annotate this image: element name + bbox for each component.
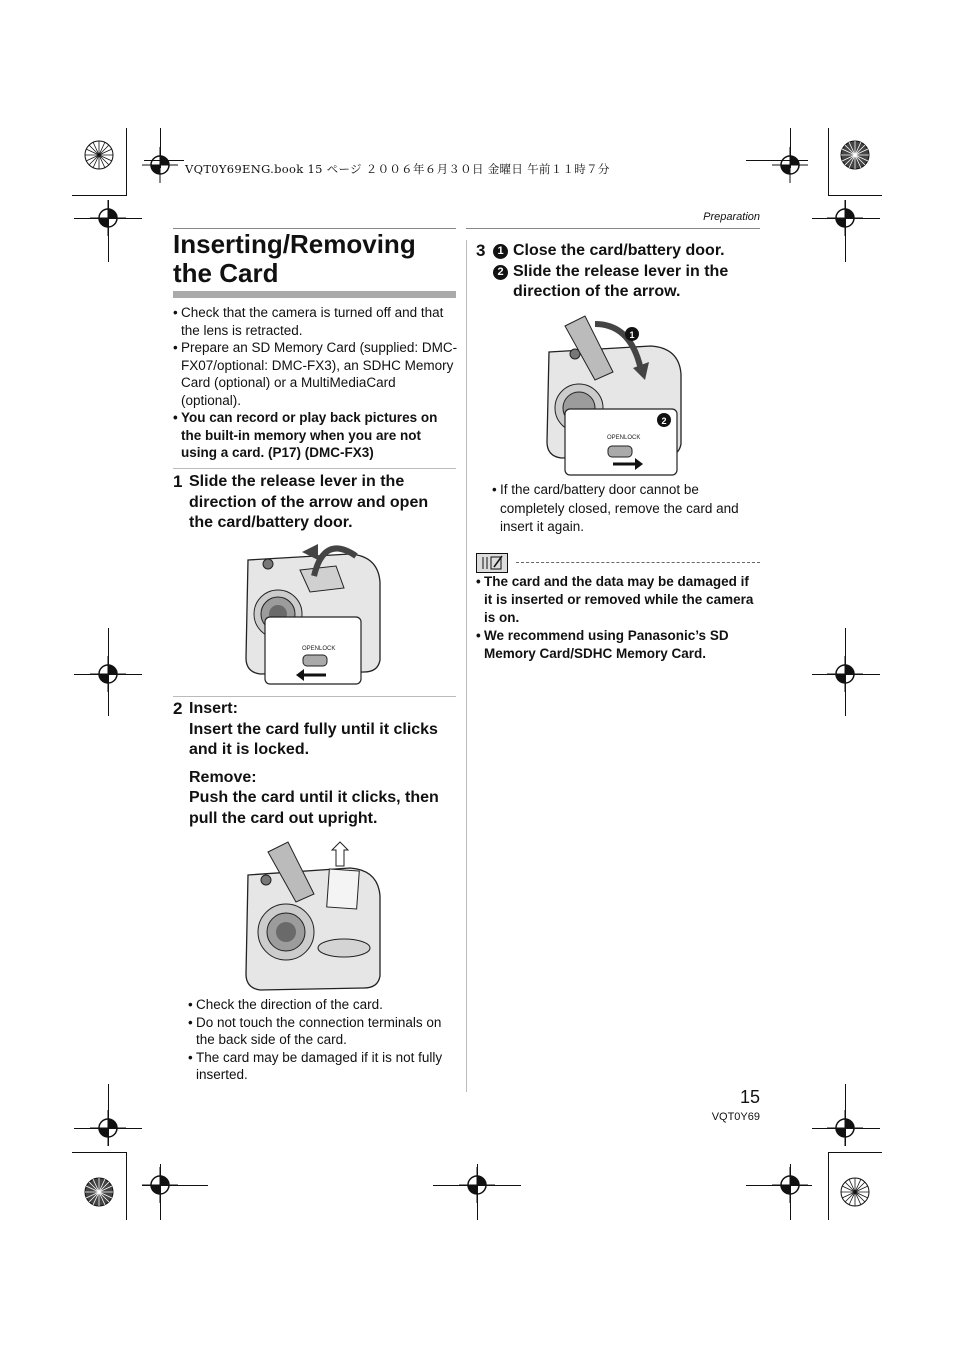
list-item: • Do not touch the connection terminals on the back side of the card. (188, 1014, 453, 1049)
print-slug: VQT0Y69ENG.book 15 ページ ２００６年６月３０日 金曜日 午前１１時７分 (185, 162, 610, 176)
lever-lock-label: LOCK (624, 435, 641, 441)
memo-items (476, 573, 760, 663)
registration-target (90, 1110, 126, 1146)
divider (173, 696, 456, 697)
memo-icon (476, 553, 508, 573)
camera-insert-card-illustration (240, 840, 385, 992)
registration-target (772, 1167, 808, 1203)
remove-text: Push the card until it clicks, then pull the card out upright. (189, 789, 439, 827)
title-underline (173, 291, 456, 298)
list-item: • Prepare an SD Memory Card (supplied: DMC-FX07/optional: DMC-FX3), an SDHC Memory Card (optional) or a MultiMediaCard (optional). (173, 339, 458, 409)
marker-2-icon: 2 (661, 416, 667, 426)
step-3-notes (492, 481, 760, 537)
divider (173, 468, 456, 469)
lever-lock-label: LOCK (319, 646, 336, 652)
insert-text: Insert the card fully until it clicks and it is locked. (189, 720, 438, 758)
step-number: 3 (476, 241, 486, 260)
divider (466, 228, 760, 229)
step-number: 2 (173, 699, 183, 718)
registration-target (142, 1167, 178, 1203)
list-item: • If the card/battery door cannot be completely closed, remove the card and insert it again. (492, 481, 760, 537)
list-item: • Check the direction of the card. (188, 996, 453, 1014)
starburst-registration-icon (84, 140, 114, 170)
list-item: • We recommend using Panasonic’s SD Memory Card/SDHC Memory Card. (476, 627, 760, 663)
column-divider (466, 240, 467, 1092)
marker-1-icon: 1 (629, 330, 635, 340)
doc-code: VQT0Y69 (711, 1111, 760, 1123)
lever-open-label: OPEN (302, 646, 320, 652)
camera-close-door-illustration (545, 314, 690, 476)
registration-target (142, 147, 178, 183)
registration-target (459, 1167, 495, 1203)
registration-target (90, 656, 126, 692)
insert-heading: Insert: (189, 700, 238, 717)
camera-open-door-illustration (240, 542, 385, 687)
registration-target (90, 200, 126, 236)
page-title: Inserting/Removing the Card (173, 229, 416, 288)
starburst-registration-icon (840, 140, 870, 170)
starburst-registration-icon (840, 1177, 870, 1207)
step-1 (173, 472, 456, 534)
intro-bullets (173, 304, 458, 462)
step-text: Slide the release lever in the direction of the arrow. (513, 262, 729, 300)
page-number: 15 (739, 1087, 760, 1107)
starburst-registration-icon (84, 1177, 114, 1207)
registration-target (827, 656, 863, 692)
list-item: • You can record or play back pictures on the built-in memory when you are not using a card. (P17) (DMC-FX3) (173, 409, 458, 462)
list-item: • The card and the data may be damaged if it is inserted or removed while the camera is on. (476, 573, 760, 627)
remove-heading: Remove: (189, 768, 257, 786)
step-text: Close the card/battery door. (513, 242, 725, 259)
step-2 (173, 699, 456, 829)
lever-open-label: OPEN (607, 435, 625, 441)
registration-target (827, 200, 863, 236)
list-item: • The card may be damaged if it is not fully inserted. (188, 1049, 453, 1084)
step-text: Slide the release lever in the direction of the arrow and open the card/battery door. (189, 473, 429, 531)
step-2-notes (188, 996, 453, 1084)
list-item: • Check that the camera is turned off and that the lens is retracted. (173, 304, 458, 339)
step-number: 1 (173, 472, 183, 491)
marker-1-icon: 1 (493, 244, 508, 259)
marker-2-icon: 2 (493, 265, 508, 280)
registration-target (827, 1110, 863, 1146)
section-label: Preparation (703, 211, 760, 223)
memo-dashed-rule (516, 562, 760, 563)
registration-target (772, 147, 808, 183)
step-3 (476, 241, 760, 303)
